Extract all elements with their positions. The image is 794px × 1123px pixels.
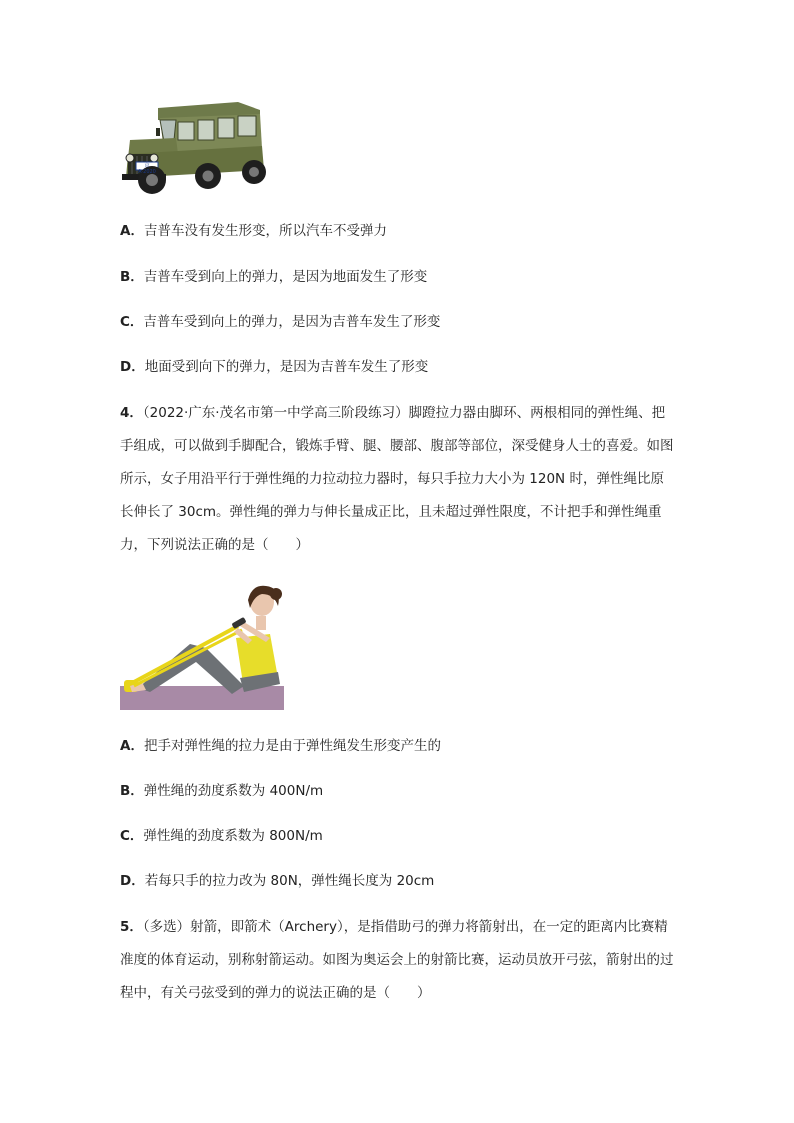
jeep-image [120,96,272,198]
q5-stem: 5．（多选）射箭，即箭术（Archery），是指借助弓的弹力将箭射出，在一定的距离内比赛精准度的体育运动，别称射箭运动。如图为奥运会上的射箭比赛，运动员放开弓弦，箭射出的过程中，有关弓弦受到的弹力的说法正确的是（ ） [120,919,674,1001]
q3-option-a: A．吉普车没有发生形变，所以汽车不受弹力 [120,223,387,239]
fitness-woman-image [120,582,284,710]
q3-option-c: C．吉普车受到向上的弹力，是因为吉普车发生了形变 [120,314,441,330]
q3-option-b: B．吉普车受到向上的弹力，是因为地面发生了形变 [120,269,428,285]
jeep-license-plate: 京A·2020 [138,163,156,175]
q4-stem: 4．（2022·广东·茂名市第一中学高三阶段练习）脚蹬拉力器由脚环、两根相同的弹性绳、把手组成，可以做到手脚配合，锻炼手臂、腿、腰部、腹部等部位，深受健身人士的喜爱。如图所示，女子用沿平行于弹性绳的力拉动拉力器时，每只手拉力大小为 120N 时，弹性绳比原长伸长了 30cm。弹性绳的弹力与伸长量成正比，且未超过弹性限度，不计把手和弹性绳重力，下列说法正确的是（ ） [120,405,674,553]
q4-option-c: C．弹性绳的劲度系数为 800N/m [120,828,323,844]
q4-option-d: D．若每只手的拉力改为 80N，弹性绳长度为 20cm [120,873,435,889]
q3-option-d: D．地面受到向下的弹力，是因为吉普车发生了形变 [120,359,429,375]
q4-option-a: A．把手对弹性绳的拉力是由于弹性绳发生形变产生的 [120,738,441,754]
q4-option-b: B．弹性绳的劲度系数为 400N/m [120,783,324,799]
